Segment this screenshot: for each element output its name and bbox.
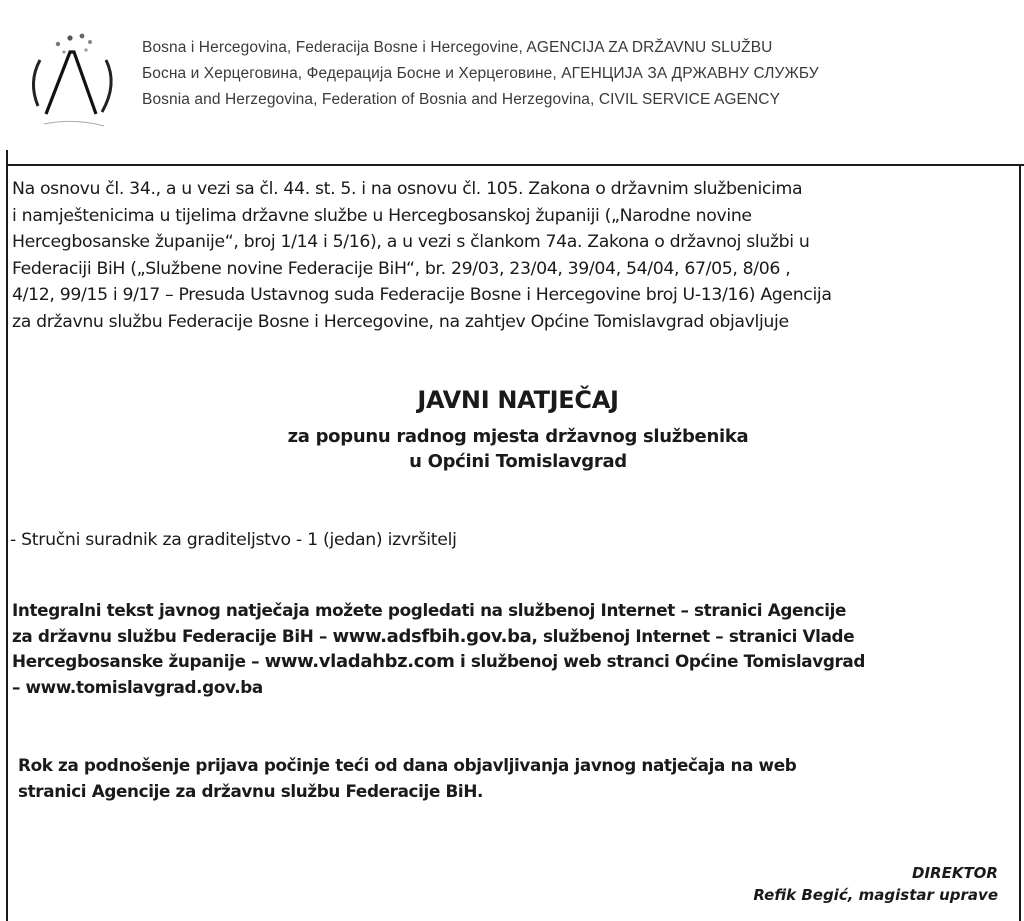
header-line-english: Bosnia and Herzegovina, Federation of Bosnia and Herzegovina, CIVIL SERVICE AGENCY — [142, 91, 781, 108]
header-line-latin: Bosna i Hercegovina, Federacija Bosne i Hercegovine, AGENCIJA ZA DRŽAVNU SLUŽBU — [142, 39, 773, 56]
notice-subtitle-line: u Općini Tomislavgrad — [409, 451, 627, 472]
deadline-line: stranici Agencije za državnu službu Federacije BiH. — [18, 781, 484, 801]
legal-basis-paragraph — [12, 176, 1012, 335]
municipality-website-line[interactable]: – www.tomislavgrad.gov.ba — [12, 676, 263, 697]
notice-subtitle-line: za popunu radnog mjesta državnog službenika — [287, 426, 749, 447]
legal-basis-line: i namještenicima u tijelima državne službe u Hercegbosanskoj županiji („Narodne novine — [12, 205, 752, 226]
integral-text-paragraph — [12, 598, 1022, 700]
legal-basis-line: Hercegbosanske županije“, broj 1/14 i 5/16), a u vezi s člankom 74a. Zakona o državnoj službi u — [12, 232, 810, 252]
signature-name: Refik Begić, magistar uprave — [753, 886, 998, 904]
frame-left-rule — [6, 150, 8, 921]
government-website-link[interactable]: www.vladahbz.com — [264, 651, 455, 672]
deadline-line: Rok za podnošenje prijava počinje teći od dana objavljivanja javnog natječaja na web — [18, 755, 797, 775]
signature-block — [753, 862, 998, 906]
vacant-position-item: - Stručni suradnik za graditeljstvo - 1 (jedan) izvršitelj — [10, 530, 457, 550]
integral-text: za državnu službu Federacije BiH – — [12, 625, 333, 646]
notice-subtitle — [0, 424, 1024, 474]
agency-logo — [24, 22, 124, 132]
notice-title: JAVNI NATJEČAJ — [417, 386, 619, 414]
agency-logo-graphic — [24, 22, 124, 132]
integral-line — [12, 649, 1022, 675]
integral-line — [12, 624, 1022, 650]
legal-basis-line: 4/12, 99/15 i 9/17 – Presuda Ustavnog suda Federacije Bosne i Hercegovine broj U-13/16) Agencija — [12, 285, 832, 305]
legal-basis-line: Federaciji BiH („Službene novine Federacije BiH“, br. 29/03, 23/04, 39/04, 54/04, 67/05, 8/06 , — [12, 258, 791, 279]
signature-role: DIREKTOR — [912, 864, 998, 882]
legal-basis-line: Na osnovu čl. 34., a u vezi sa čl. 44. st. 5. i na osnovu čl. 105. Zakona o državnim službenicima — [12, 179, 803, 199]
integral-text: i službenoj web stranci Općine Tomislavgrad — [454, 651, 866, 671]
agency-header — [142, 38, 1012, 116]
legal-basis-line: za državnu službu Federacije Bosne i Hercegovine, na zahtjev Općine Tomislavgrad objavljuje — [12, 311, 789, 332]
frame-right-rule — [1019, 164, 1021, 921]
integral-text: Hercegbosanske županije – — [12, 651, 265, 671]
deadline-paragraph — [18, 752, 1018, 804]
agency-website-link[interactable]: www.adsfbih.gov.ba — [332, 625, 532, 647]
header-line-cyrillic: Босна и Херцеговина, Федерација Босне и Херцеговине, АГЕНЦИЈА ЗА ДРЖАВНУ СЛУЖБУ — [142, 65, 819, 82]
integral-line: Integralni tekst javnog natječaja možete pogledati na službenoj Internet – stranici Agencije — [12, 600, 847, 620]
integral-text: , službenoj Internet – stranici Vlade — [531, 625, 855, 646]
frame-top-rule — [6, 164, 1024, 166]
